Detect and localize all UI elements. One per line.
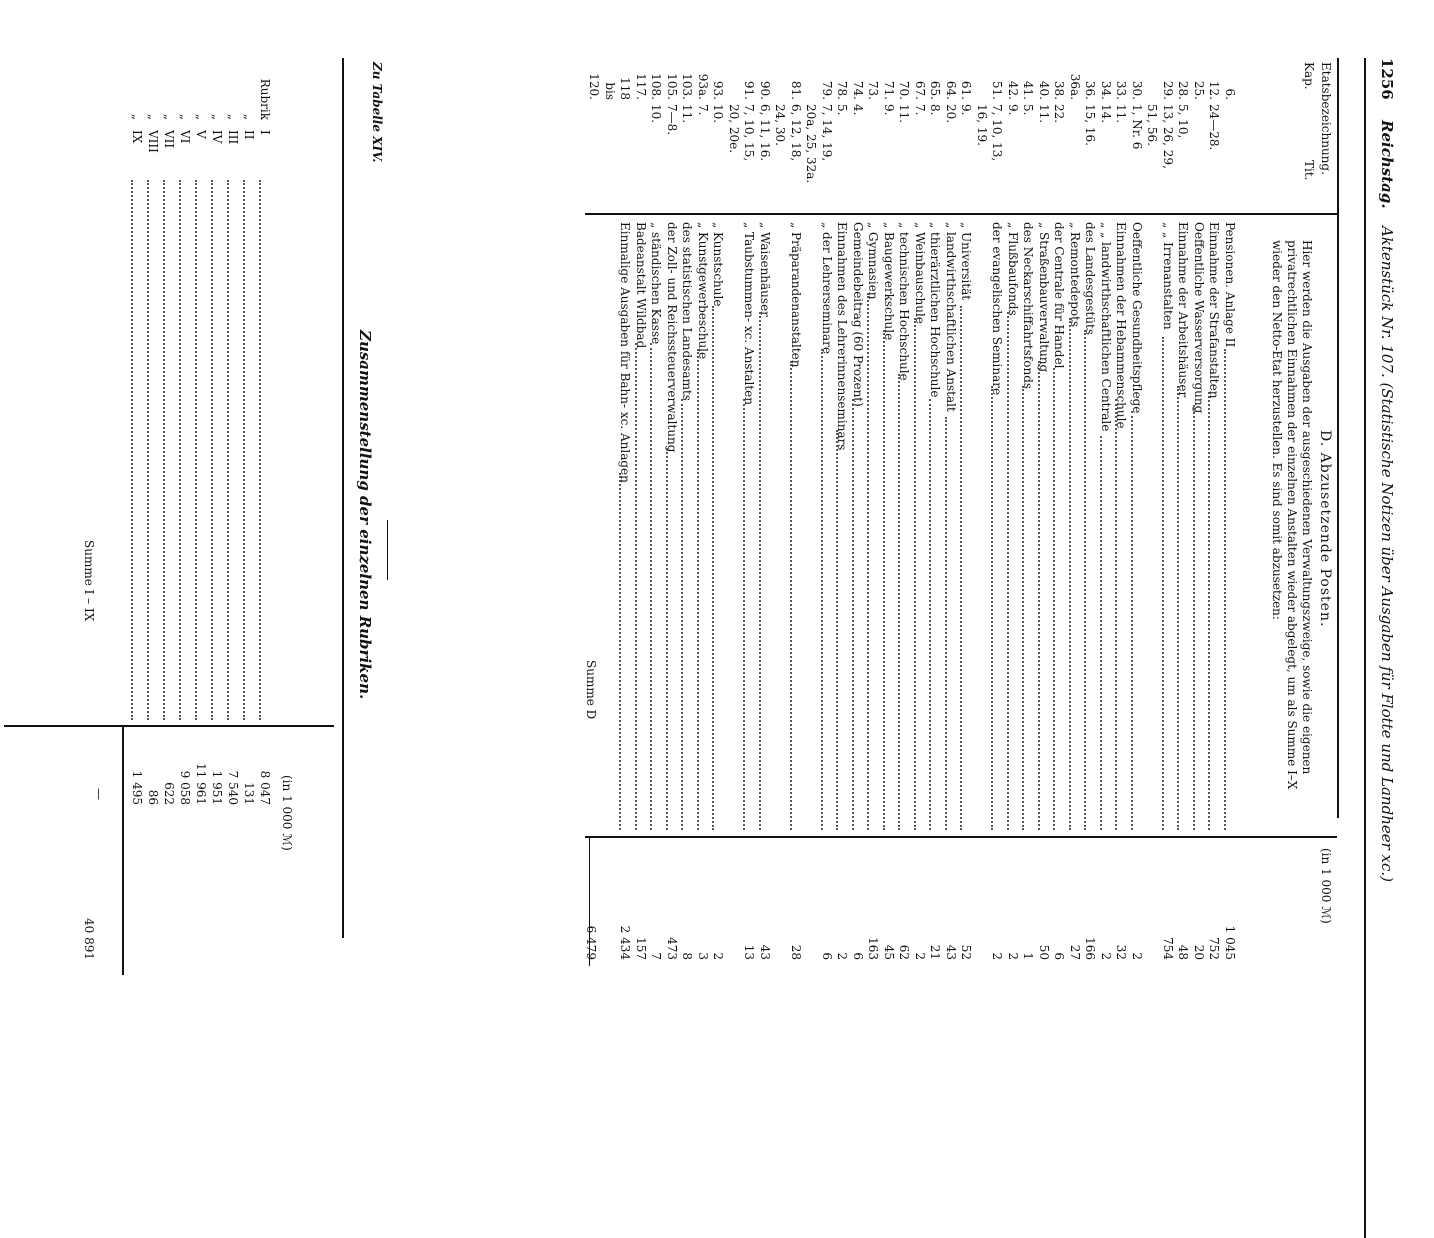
dot-leader — [713, 306, 715, 830]
kap-cell: 120. — [587, 73, 602, 100]
kap-cell: 40. — [1037, 80, 1051, 100]
kap-cell: 29. — [1161, 80, 1175, 100]
rubrik-label: „ — [226, 113, 240, 120]
column-divider-right — [585, 836, 1337, 838]
xiv-unit: (in 1 000 ℳ) — [280, 775, 294, 851]
table-xiv-heading: Zu Tabelle XIV. — [370, 62, 384, 163]
dot-leader — [211, 180, 213, 720]
value-cell: 157 — [634, 937, 648, 960]
tit-header: Tit. — [1302, 160, 1316, 181]
label-cell: Einnahme der Arbeitshäuser — [1176, 222, 1191, 398]
value-cell: 28 — [789, 944, 803, 960]
rubrik-numeral: IV — [210, 130, 224, 144]
value-cell: 754 — [1161, 937, 1175, 960]
value-cell: 2 — [835, 952, 850, 960]
label-cell: „ Baugewerkschule — [882, 222, 896, 341]
tit-cell: 20, 20e. — [727, 104, 741, 154]
dot-leader — [682, 399, 684, 830]
kap-cell: 79. — [820, 80, 834, 100]
value-cell: 2 — [711, 952, 726, 960]
label-cell: der evangelischen Seminare — [990, 222, 1005, 396]
rubrik-label: „ — [178, 113, 192, 120]
label-cell: Einmalige Ausgaben für Bahn- xc. Anlagen — [618, 222, 633, 483]
value-cell: 20 — [1192, 944, 1206, 960]
tit-cell: 5. — [835, 104, 850, 116]
kap-cell: 91. — [742, 80, 757, 100]
tit-cell: 20a, 25, 32a. — [804, 104, 819, 184]
dot-leader — [899, 374, 901, 830]
value-cell: 2 — [1099, 952, 1113, 960]
tit-cell: 6, 11, 16. — [758, 104, 772, 162]
value-cell: 6 — [820, 952, 834, 960]
running-title: Reichstag. — [1378, 120, 1396, 209]
value-cell: 166 — [1083, 937, 1098, 960]
kap-cell: 42. — [1006, 80, 1020, 100]
dot-leader — [1224, 349, 1226, 830]
label-cell: Gemeindebeitrag (60 Prozent) — [851, 222, 865, 407]
rubrik-value: 86 — [146, 789, 160, 805]
rubrik-label: „ — [194, 113, 208, 120]
dot-leader — [1023, 386, 1025, 830]
dot-leader — [821, 349, 823, 830]
rubrik-numeral: VI — [178, 130, 192, 144]
dot-leader — [945, 417, 947, 830]
tit-cell: 22. — [1052, 104, 1067, 124]
value-cell: 52 — [959, 944, 974, 960]
kap-cell: 64. — [944, 80, 958, 100]
value-cell: 2 434 — [618, 925, 633, 960]
tit-cell: 9. — [1006, 104, 1020, 116]
label-cell: der Zoll- und Reichssteuerverwaltung — [665, 222, 679, 453]
rubrik-value: 131 — [242, 782, 256, 805]
rubrik-value: 9 058 — [178, 770, 192, 805]
kap-cell: 65. — [928, 80, 943, 100]
dot-leader — [1038, 361, 1040, 830]
label-cell: „ landwirthschaftlichen Anstalt — [944, 222, 958, 412]
page-title: Aktenstück Nr. 107. (Statistische Notizen über Ausgaben für Flotte und Landheer xc.) — [1378, 226, 1396, 883]
value-cell: 6 — [851, 952, 865, 960]
tit-cell: 11. — [1037, 104, 1051, 124]
value-cell: 6 — [1052, 952, 1067, 960]
sum-d-value: 6 479 — [584, 925, 598, 960]
rubrik-label: „ — [242, 113, 256, 120]
xiv-dash: — — [92, 788, 106, 800]
rubrik-numeral: III — [226, 130, 240, 145]
value-cell: 2 — [1006, 952, 1020, 960]
dot-leader — [992, 386, 994, 830]
rubrik-value: 1 495 — [130, 770, 144, 805]
label-cell: Einnahmen des Lehrerinnenseminars — [835, 222, 850, 451]
label-cell: Badeanstalt Wildbad — [634, 222, 648, 349]
label-cell: Einnahme der Strafanstalten — [1207, 222, 1222, 399]
kap-cell: 30. — [1130, 80, 1144, 100]
rubrik-numeral: VII — [162, 130, 176, 149]
section-d-intro: Hier werden die Ausgaben der ausgeschiedenen Verwaltungszweige, sowie die eigenen privatrechtlichen Einnahmen der einzelnen Anstalten wieder abgelegt, um als Summe I–X wieder den Netto-Etat herzustellen. Es sind somit abzusetzen: — [1270, 240, 1314, 790]
dot-leader — [1116, 399, 1118, 830]
kap-cell: 34. — [1099, 80, 1113, 100]
label-cell: Oeffentliche Wasserversorgung — [1192, 222, 1206, 414]
dot-leader — [914, 318, 916, 830]
tit-cell: 4. — [851, 104, 865, 116]
value-cell: 2 — [913, 952, 927, 960]
kap-cell: 6. — [1223, 88, 1237, 100]
kap-cell: 117. — [634, 73, 648, 100]
header-rule — [1364, 58, 1366, 1238]
value-cell: 27 — [1068, 944, 1082, 960]
value-cell: 43 — [758, 944, 772, 960]
tit-cell: 9. — [882, 104, 896, 116]
tit-cell: 5, 10, — [1176, 104, 1191, 139]
label-cell: des Neckarschiffahrtsfonds — [1021, 222, 1036, 390]
dot-leader — [744, 399, 746, 830]
label-cell: „ Remontedepots — [1068, 222, 1082, 328]
value-cell: 2 — [1130, 952, 1144, 960]
value-cell: 43 — [944, 944, 958, 960]
kap-cell: 36. — [1083, 80, 1098, 100]
section-d-title: D. Abzusetzende Posten. — [1317, 430, 1333, 628]
dot-leader — [1069, 318, 1071, 830]
dot-leader — [259, 180, 261, 720]
rubrik-value: 1 951 — [210, 770, 224, 805]
dot-leader — [1178, 386, 1180, 830]
label-cell: „ Kunstgewerbeschule — [696, 222, 710, 360]
label-cell: „ Straßenbauverwaltung — [1037, 222, 1051, 373]
kap-cell: bis — [603, 82, 617, 100]
rubrik-value: 11 961 — [194, 763, 208, 805]
tit-cell: 14. — [1099, 104, 1113, 124]
dot-leader — [930, 399, 932, 830]
label-cell: des statistischen Landesamts — [680, 222, 695, 401]
xiv-column-divider — [4, 725, 334, 727]
rubrik-label: „ — [210, 113, 224, 120]
value-cell: 1 045 — [1223, 925, 1237, 960]
label-cell: Oeffentliche Gesundheitspflege — [1130, 222, 1144, 414]
table-xiv-title: Zusammenstellung der einzelnen Rubriken. — [356, 330, 374, 700]
rubrik-numeral: VIII — [146, 130, 160, 153]
dot-leader — [1131, 411, 1133, 830]
rubrik-numeral: II — [242, 130, 256, 140]
kap-cell: 51. — [990, 80, 1005, 100]
tit-cell: 11. — [680, 104, 695, 124]
rubrik-value: 7 540 — [226, 770, 240, 805]
kap-cell: 33. — [1114, 80, 1129, 100]
label-cell: Einnahmen der Hebammenschule — [1114, 222, 1129, 429]
dot-leader — [883, 330, 885, 830]
value-cell: 752 — [1207, 937, 1222, 960]
kap-cell: 93. — [711, 80, 726, 100]
dot-leader — [179, 180, 181, 720]
rubrik-label: „ — [130, 113, 144, 120]
tit-cell: 10. — [649, 104, 664, 124]
xiv-sum-value: 40 891 — [82, 918, 96, 960]
value-cell: 21 — [928, 944, 943, 960]
kap-cell: 61. — [959, 80, 974, 100]
dot-leader — [759, 312, 761, 830]
rubrik-label: „ — [162, 113, 176, 120]
label-cell: „ Weinbauschule — [913, 222, 927, 324]
label-cell: „ Flußbaufonds — [1006, 222, 1020, 316]
rubrik-label: „ — [146, 113, 160, 120]
kap-cell: 41. — [1021, 80, 1036, 100]
dot-leader — [1085, 330, 1087, 830]
label-cell: „ thierärztlichen Hochschule — [928, 222, 943, 398]
sum-d-label: Summe D — [584, 660, 598, 720]
label-cell: „ Universität — [959, 222, 974, 301]
label-cell: „ technischen Hochschule — [897, 222, 912, 381]
kap-cell: 81. — [789, 80, 803, 100]
dot-leader — [868, 293, 870, 830]
kap-cell: 38. — [1052, 80, 1067, 100]
page-header — [1368, 58, 1396, 1000]
dot-leader — [852, 399, 854, 830]
kap-cell: 28. — [1176, 80, 1191, 100]
separator-rule — [387, 520, 388, 580]
tit-cell: 7—8. — [665, 104, 679, 136]
kap-cell: 78. — [835, 80, 850, 100]
value-cell: 48 — [1176, 944, 1191, 960]
xiv-sum-rule — [122, 725, 124, 975]
kap-cell: 36a. — [1068, 73, 1082, 100]
kap-cell: 25. — [1192, 80, 1206, 100]
kap-cell: 67. — [913, 80, 927, 100]
dot-leader — [227, 180, 229, 720]
dot-leader — [163, 180, 165, 720]
tit-cell: 1, Nr. 6 — [1130, 104, 1144, 150]
value-cell: 50 — [1037, 944, 1051, 960]
value-cell: 3 — [696, 952, 710, 960]
value-cell: 45 — [882, 944, 896, 960]
label-cell: „ Waisenhäuser — [758, 222, 772, 317]
dot-leader — [243, 180, 245, 720]
tit-cell: 9. — [959, 104, 974, 116]
tit-cell: 24—28. — [1207, 104, 1222, 151]
label-cell: „ „ landwirthschaftlichen Centrale — [1099, 222, 1113, 432]
table-top-rule — [1337, 58, 1339, 818]
rubrik-label: Rubrik — [258, 78, 272, 120]
value-cell: 8 — [680, 952, 695, 960]
tit-cell: 20. — [944, 104, 958, 124]
kap-cell: 73. — [866, 80, 881, 100]
value-cell: 1 — [1021, 952, 1036, 960]
rubrik-numeral: IX — [130, 130, 144, 144]
tit-cell: 16, 19. — [975, 104, 989, 146]
kap-cell: 90. — [758, 80, 772, 100]
value-cell: 13 — [742, 944, 757, 960]
etat-header: Etatsbezeichnung. — [1319, 62, 1333, 175]
label-cell: des Landesgestüts — [1083, 222, 1098, 336]
dot-leader — [961, 306, 963, 830]
kap-cell: 105. — [665, 73, 679, 100]
tit-cell: 6, 12, 18, — [789, 104, 803, 162]
label-cell: „ Kunstschule — [711, 222, 726, 307]
xiv-sum-label: Summe I – IX — [82, 540, 96, 622]
kap-cell: 70. — [897, 80, 912, 100]
dot-leader — [147, 180, 149, 720]
rubrik-numeral: V — [194, 130, 208, 139]
tit-cell: 7, 10, 13, — [990, 104, 1005, 162]
label-cell: der Centrale für Handel — [1052, 222, 1067, 369]
page-number: 1256 — [1378, 58, 1396, 100]
rubrik-value: 8 047 — [258, 770, 272, 805]
dot-leader — [1007, 312, 1009, 830]
value-cell: 32 — [1114, 944, 1129, 960]
label-cell: „ Präparandenanstalten — [789, 222, 803, 368]
label-cell: „ Gymnasien — [866, 222, 881, 300]
label-cell: „ Taubstummen- xc. Anstalten — [742, 222, 757, 405]
tit-cell: 7, 14, 19, — [820, 104, 834, 162]
value-cell: 62 — [897, 944, 912, 960]
tit-cell: 11. — [897, 104, 912, 124]
kap-cell: 108. — [649, 73, 664, 100]
tit-cell: 24, 30. — [773, 104, 788, 146]
dot-leader — [620, 473, 622, 830]
dot-leader — [1193, 405, 1195, 830]
kap-cell: 118 — [618, 77, 633, 100]
kap-cell: 93a. — [696, 73, 710, 100]
kap-cell: 12. — [1207, 80, 1222, 100]
tit-cell: 7. — [913, 104, 927, 116]
tit-cell: 7, 10, 15, — [742, 104, 757, 162]
dot-leader — [651, 343, 653, 830]
kap-cell: 71. — [882, 80, 896, 100]
column-divider-left — [585, 213, 1337, 215]
tit-cell: 5. — [1021, 104, 1036, 116]
label-cell: „ der Lehrerseminare — [820, 222, 834, 354]
unit-header: (in 1 000 ℳ) — [1319, 848, 1333, 924]
dot-leader — [837, 430, 839, 830]
tit-cell: 13, 26, 29, — [1161, 104, 1175, 169]
value-cell: 473 — [665, 937, 679, 960]
kap-header: Kap. — [1302, 62, 1316, 90]
tit-cell: 10. — [711, 104, 726, 124]
dot-leader — [1100, 436, 1102, 830]
dot-leader — [697, 349, 699, 830]
value-cell: 163 — [866, 937, 881, 960]
rubrik-numeral: I — [258, 130, 272, 135]
dot-leader — [195, 180, 197, 720]
dot-leader — [1054, 368, 1056, 830]
tit-cell: 7. — [696, 104, 710, 116]
dot-leader — [790, 361, 792, 830]
dot-leader — [1162, 337, 1164, 830]
label-cell: „ ständischen Kasse — [649, 222, 664, 345]
dot-leader — [666, 448, 668, 830]
section-rule — [342, 58, 344, 938]
label-cell: „ „ Irrenanstalten — [1161, 222, 1175, 330]
dot-leader — [131, 180, 133, 720]
label-cell: Pensionen. Anlage II — [1223, 222, 1237, 348]
tit-cell: 11. — [1114, 104, 1129, 124]
dot-leader — [635, 343, 637, 830]
rubrik-value: 622 — [162, 782, 176, 805]
value-cell: 7 — [649, 952, 664, 960]
dot-leader — [1209, 392, 1211, 830]
kap-cell: 103. — [680, 73, 695, 100]
tit-cell: 51, 56. — [1145, 104, 1160, 146]
tit-cell: 15, 16. — [1083, 104, 1098, 146]
tit-cell: 8. — [928, 104, 943, 116]
kap-cell: 74. — [851, 80, 865, 100]
value-cell: 2 — [990, 952, 1005, 960]
